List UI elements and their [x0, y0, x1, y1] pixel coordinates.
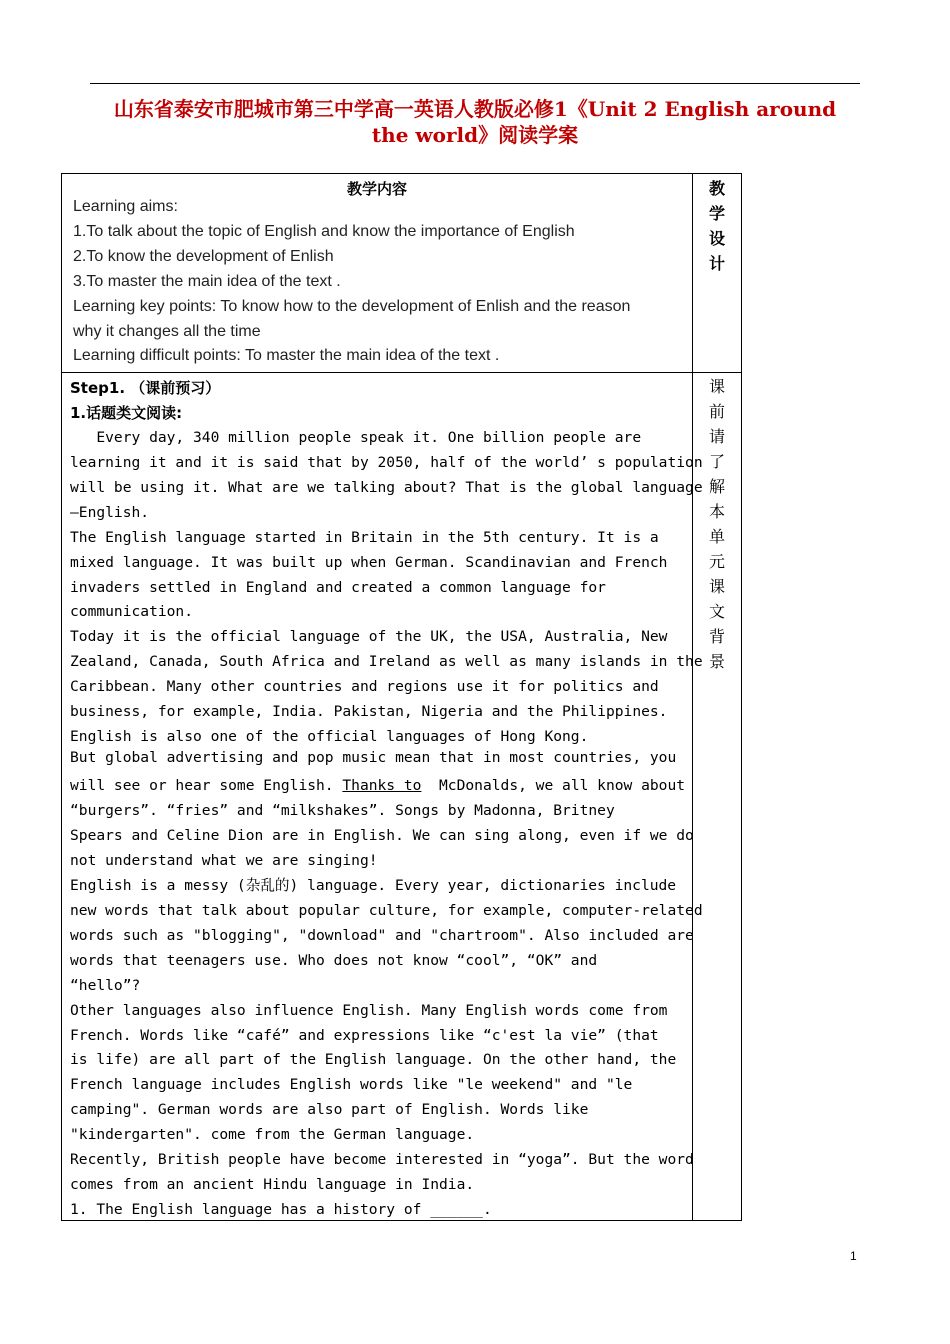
passage-line: The English language started in Britain in the 5th century. It is a: [70, 528, 659, 546]
reading-passage: [70, 376, 703, 1223]
step-heading: Step1. （课前预习）: [70, 379, 221, 397]
side-note-char: 元: [708, 552, 725, 571]
passage-line: mixed language. It was built up when German. Scandinavian and French: [70, 553, 668, 571]
passage-line: Every day, 340 million people speak it. One billion people are: [70, 428, 642, 446]
aims-line: Learning difficult points: To master the main idea of the text .: [73, 347, 500, 364]
passage-line: “burgers”. “fries” and “milkshakes”. Songs by Madonna, Britney: [70, 802, 615, 820]
passage-line: words that teenagers use. Who does not know “cool”, “OK” and: [70, 951, 598, 969]
title-line-1: 山东省泰安市肥城市第三中学高一英语人教版必修1《Unit 2 English around: [113, 97, 837, 121]
passage-line: new words that talk about popular culture, for example, computer-related: [70, 901, 703, 919]
passage-fragment: McDonalds, we all know about: [421, 777, 686, 795]
passage-line: "kindergarten". come from the German language.: [70, 1126, 475, 1144]
aims-line: Learning aims:: [73, 198, 178, 215]
side-note-char: 前: [708, 402, 725, 421]
side-note-char: 了: [708, 452, 725, 471]
reading-cell: [62, 373, 703, 1221]
passage-line: Spears and Celine Dion are in English. We can sing along, even if we do: [70, 827, 694, 844]
side-note-cell: [693, 373, 742, 1221]
question-line: 1. The English language has a history of ______.: [70, 1201, 492, 1219]
passage-line: [70, 774, 690, 799]
passage-line: Zealand, Canada, South Africa and Ireland as well as many islands in the: [70, 653, 703, 671]
aims-line: 2.To know the development of Enlish: [73, 248, 334, 265]
passage-line: will be using it. What are we talking about? That is the global language: [70, 478, 703, 496]
passage-line: words such as "blogging", "download" and "chartroom". Also included are: [70, 926, 694, 944]
side-note: [693, 374, 741, 674]
document-title: [70, 96, 880, 148]
learning-aims-cell: [62, 174, 693, 373]
passage-line: Recently, British people have become interested in “yoga”. But the word: [70, 1151, 694, 1169]
passage-line: Caribbean. Many other countries and regions use it for politics and: [70, 678, 659, 696]
side-note-char: 文: [708, 602, 725, 621]
passage-fragment: will see or hear some English.: [70, 777, 343, 795]
learning-aims: [73, 194, 693, 368]
passage-line: But global advertising and pop music mean that in most countries, you: [70, 749, 677, 767]
passage-line: communication.: [70, 603, 194, 621]
passage-line: “hello”?: [70, 976, 141, 994]
sub-heading: 1.话题类文阅读:: [70, 403, 183, 422]
column-header: 教学内容: [346, 180, 407, 198]
passage-line: French. Words like “café” and expressions like “c'est la vie” (that: [70, 1026, 659, 1044]
passage-line: invaders settled in England and created a common language for: [70, 578, 606, 596]
passage-line: learning it and it is said that by 2050, half of the world’ s population: [70, 453, 703, 471]
passage-line: not understand what we are singing!: [70, 851, 378, 869]
aims-line: 1.To talk about the topic of English and know the importance of English: [73, 223, 575, 240]
passage-line: Today it is the official language of the UK, the USA, Australia, New: [70, 628, 668, 646]
page-number: 1: [850, 1249, 857, 1263]
header-rule: [90, 83, 860, 84]
design-header-char: 教: [708, 179, 725, 198]
aims-line: 3.To master the main idea of the text .: [73, 273, 341, 290]
passage-line: Other languages also influence English. Many English words come from: [70, 1001, 668, 1019]
passage-line: camping". German words are also part of English. Words like: [70, 1101, 589, 1119]
side-note-char: 请: [708, 427, 725, 446]
side-note-char: 背: [708, 627, 725, 646]
design-header-char: 计: [708, 254, 725, 273]
passage-line: English is also one of the official languages of Hong Kong.: [70, 728, 589, 746]
design-header-char: 学: [708, 204, 725, 223]
underlined-phrase: Thanks to: [342, 777, 422, 795]
design-header-cell: [693, 174, 742, 373]
aims-line: why it changes all the time: [73, 323, 261, 340]
side-note-char: 课: [708, 377, 725, 396]
side-note-char: 单: [708, 527, 725, 546]
side-note-char: 课: [708, 577, 725, 596]
side-note-char: 本: [708, 502, 725, 521]
passage-line: —English.: [70, 503, 150, 521]
lesson-table: [61, 173, 742, 1221]
passage-line: business, for example, India. Pakistan, Nigeria and the Philippines.: [70, 703, 668, 721]
passage-line: is life) are all part of the English language. On the other hand, the: [70, 1051, 677, 1069]
aims-line: Learning key points: To know how to the development of Enlish and the reason: [73, 298, 631, 315]
design-header-char: 设: [708, 229, 725, 248]
design-header: [693, 176, 741, 276]
passage-line: French language includes English words like "le weekend" and "le: [70, 1076, 633, 1094]
passage-line: English is a messy (杂乱的) language. Every year, dictionaries include: [70, 876, 677, 894]
side-note-char: 解: [708, 477, 725, 496]
side-note-char: 景: [708, 652, 725, 671]
title-line-2: the world》阅读学案: [371, 123, 579, 147]
passage-line: comes from an ancient Hindu language in India.: [70, 1176, 475, 1194]
